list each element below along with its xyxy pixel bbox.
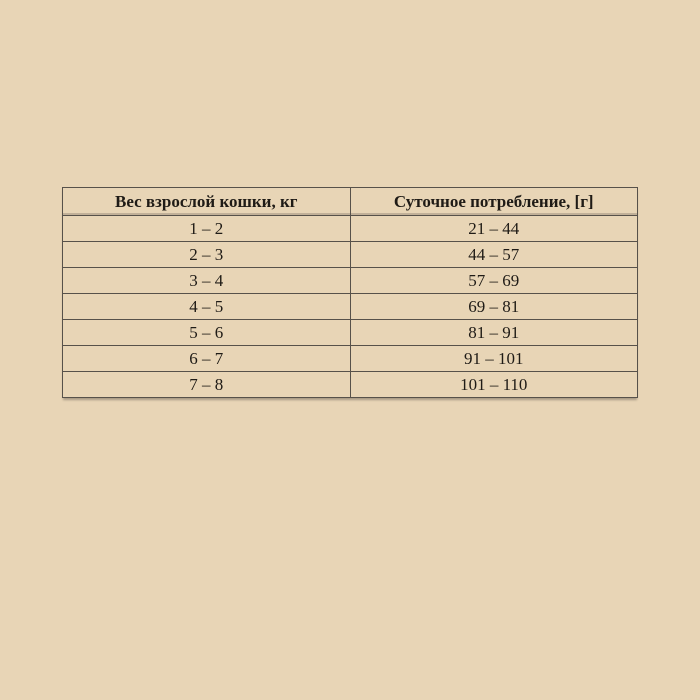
table-row xyxy=(63,372,638,398)
weight-cell: 4 – 5 xyxy=(63,294,351,320)
table-row xyxy=(63,242,638,268)
header-cat-weight: Вес взрослой кошки, кг xyxy=(63,188,351,216)
feeding-table-container xyxy=(62,187,638,398)
consumption-cell: 101 – 110 xyxy=(350,372,638,398)
consumption-cell: 81 – 91 xyxy=(350,320,638,346)
weight-cell: 3 – 4 xyxy=(63,268,351,294)
consumption-cell: 69 – 81 xyxy=(350,294,638,320)
weight-cell: 1 – 2 xyxy=(63,216,351,242)
table-row xyxy=(63,216,638,242)
consumption-cell: 91 – 101 xyxy=(350,346,638,372)
weight-cell: 7 – 8 xyxy=(63,372,351,398)
table-row xyxy=(63,268,638,294)
weight-cell: 6 – 7 xyxy=(63,346,351,372)
table-row xyxy=(63,320,638,346)
consumption-cell: 44 – 57 xyxy=(350,242,638,268)
feeding-table xyxy=(62,187,638,398)
header-daily-consumption: Суточное потребление, [г] xyxy=(350,188,638,216)
table-row xyxy=(63,294,638,320)
weight-cell: 2 – 3 xyxy=(63,242,351,268)
consumption-cell: 21 – 44 xyxy=(350,216,638,242)
table-row xyxy=(63,346,638,372)
consumption-cell: 57 – 69 xyxy=(350,268,638,294)
table-header-row xyxy=(63,188,638,216)
weight-cell: 5 – 6 xyxy=(63,320,351,346)
